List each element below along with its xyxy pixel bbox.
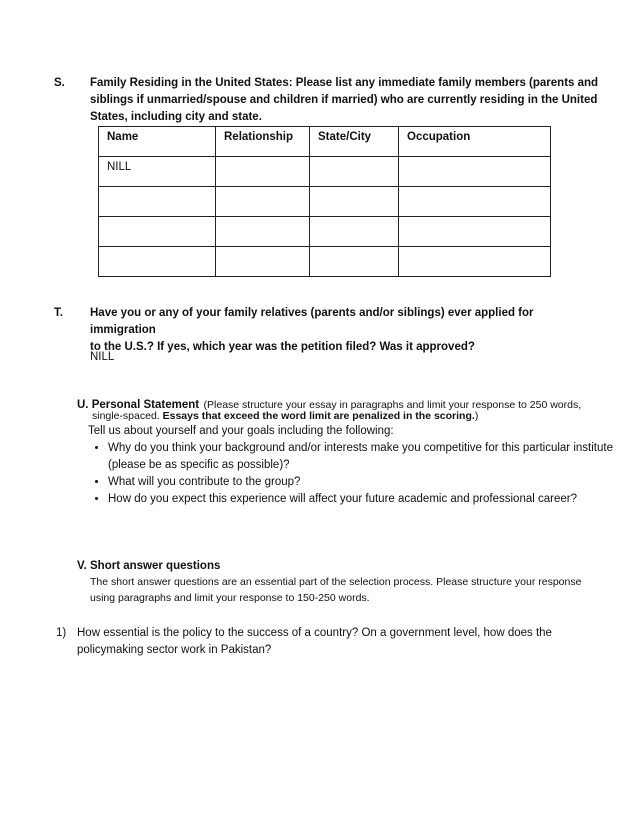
cell-occupation[interactable] [399, 157, 551, 187]
section-t-question [90, 305, 600, 356]
table-row [99, 247, 551, 277]
section-u-bullet-list [88, 440, 613, 508]
cell-state-city[interactable] [310, 247, 399, 277]
question-1-number: 1) [56, 627, 67, 639]
cell-state-city[interactable] [310, 157, 399, 187]
section-u-intro: Tell us about yourself and your goals including the following: [88, 425, 394, 437]
section-s-question-line: siblings if unmarried/spouse and children if married) who are currently residing in the United [90, 94, 598, 106]
table-row [99, 157, 551, 187]
cell-occupation[interactable] [399, 187, 551, 217]
section-u-title: U. Personal Statement [77, 399, 200, 411]
question-1-line: policymaking sector work in Pakistan? [77, 644, 272, 656]
section-s-letter: S. [54, 77, 65, 89]
cell-state-city[interactable] [310, 187, 399, 217]
cell-name[interactable] [99, 217, 216, 247]
cell-name[interactable] [99, 187, 216, 217]
cell-occupation[interactable] [399, 247, 551, 277]
section-s-question [90, 75, 600, 126]
family-table-header-row [99, 127, 551, 157]
header-state-city: State/City [310, 127, 399, 157]
section-u-note-end: ) [474, 410, 479, 422]
list-item: • Why do you think your background and/or interests make you competitive for this particular institute (please be as specific as possible)? [108, 440, 613, 474]
question-1-line: How essential is the policy to the success of a country? On a government level, how does the [77, 627, 552, 639]
section-u-note-line2 [92, 408, 597, 424]
table-row [99, 217, 551, 247]
header-occupation: Occupation [399, 127, 551, 157]
section-u-note-bold: Essays that exceed the word limit are penalized in the scoring. [162, 410, 475, 422]
cell-name[interactable] [99, 247, 216, 277]
section-t-answer[interactable]: NILL [90, 351, 115, 363]
section-v-desc-line: using paragraphs and limit your response to 150-250 words. [90, 592, 370, 604]
header-name: Name [99, 127, 216, 157]
header-relationship: Relationship [216, 127, 310, 157]
list-item: • How do you expect this experience will affect your future academic and professional career? [108, 491, 613, 508]
section-t-question-line: to the U.S.? If yes, which year was the petition filed? Was it approved? [90, 341, 475, 353]
family-table [98, 126, 551, 277]
section-v-title: V. Short answer questions [77, 560, 221, 572]
cell-relationship[interactable] [216, 187, 310, 217]
table-row [99, 187, 551, 217]
section-s-question-line: Family Residing in the United States: Please list any immediate family members (parents and [90, 77, 599, 89]
cell-occupation[interactable] [399, 217, 551, 247]
section-v-description [90, 574, 605, 606]
section-u-note-start: single-spaced. [92, 410, 163, 422]
section-t-letter: T. [54, 307, 63, 319]
section-s-question-line: States, including city and state. [90, 111, 262, 123]
section-v-desc-line: The short answer questions are an essential part of the selection process. Please structure your response [90, 576, 582, 588]
section-t-question-line: Have you or any of your family relatives (parents and/or siblings) ever applied for immigration [90, 307, 534, 336]
cell-relationship[interactable] [216, 217, 310, 247]
list-item: • What will you contribute to the group? [108, 474, 613, 491]
cell-state-city[interactable] [310, 217, 399, 247]
cell-relationship[interactable] [216, 247, 310, 277]
cell-relationship[interactable] [216, 157, 310, 187]
section-u-note-line1: (Please structure your essay in paragraphs and limit your response to 250 words, [203, 399, 582, 411]
question-1-text [77, 625, 597, 659]
cell-name[interactable]: NILL [99, 157, 216, 187]
